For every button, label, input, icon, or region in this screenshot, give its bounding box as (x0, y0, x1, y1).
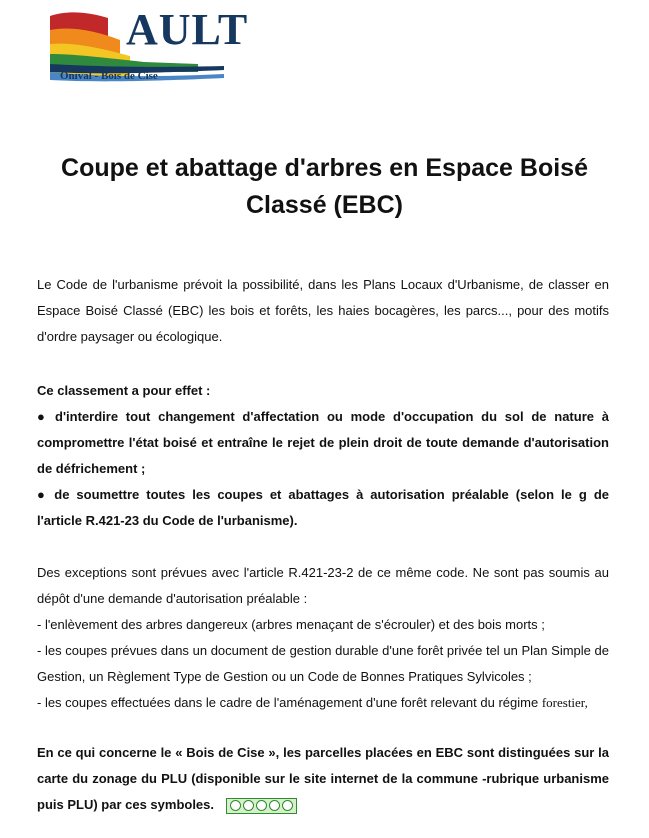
exception-item-3-text: - les coupes effectuées dans le cadre de l'aménagement d'une forêt relevant du régime (37, 695, 539, 710)
effects-item-1-text: d'interdire tout changement d'affectation ou mode d'occupation du sol de nature à compromettre l'état boisé et entraîne le rejet de plein droit de toute demande d'autorisation de défrichement ; (37, 409, 609, 476)
ault-logo (48, 5, 249, 86)
effects-item-2 (37, 482, 609, 534)
intro-paragraph: Le Code de l'urbanisme prévoit la possibilité, dans les Plans Locaux d'Urbanisme, de classer en Espace Boisé Classé (EBC) les bois et forêts, les haies bocagères, les parcs..., pour des motifs d'ordre paysager ou écologique. (37, 277, 609, 344)
exceptions-intro: Des exceptions sont prévues avec l'article R.421-23-2 de ce même code. Ne sont pas soumis au dépôt d'une demande d'autorisation préalable : (37, 565, 609, 606)
effects-item-1 (37, 404, 609, 482)
exception-item-1: - l'enlèvement des arbres dangereux (arbres menaçant de s'écrouler) et des bois morts ; (37, 617, 545, 632)
logo-wordmark: AULT (126, 5, 249, 54)
exception-item-2: - les coupes prévues dans un document de gestion durable d'une forêt privée tel un Plan Simple de Gestion, un Règlement Type de Gestion ou un Code de Bonnes Pratiques Sylvicoles ; (37, 643, 609, 684)
exception-item-3 (37, 690, 609, 716)
conclusion-paragraph (37, 740, 609, 818)
page-title: Coupe et abattage d'arbres en Espace Boisé Classé (EBC) (61, 154, 588, 219)
effects-item-2-text: de soumettre toutes les coupes et abattages à autorisation préalable (selon le g de l'article R.421-23 du Code de l'urbanisme). (37, 487, 609, 528)
logo-subtitle: Onival - Bois de Cise (60, 70, 158, 82)
conclusion-text: En ce qui concerne le « Bois de Cise », les parcelles placées en EBC sont distinguées sur la carte du zonage du PLU (disponible sur le site internet de la commune -rubrique urbanisme puis PLU) par ces symboles. (37, 745, 609, 812)
bullet-icon: ● (37, 487, 49, 502)
bullet-icon: ● (37, 409, 49, 424)
exception-item-3-tail: forestier, (541, 695, 588, 710)
effects-heading: Ce classement a pour effet : (37, 383, 211, 398)
ebc-symbol-circles-icon (226, 798, 297, 814)
